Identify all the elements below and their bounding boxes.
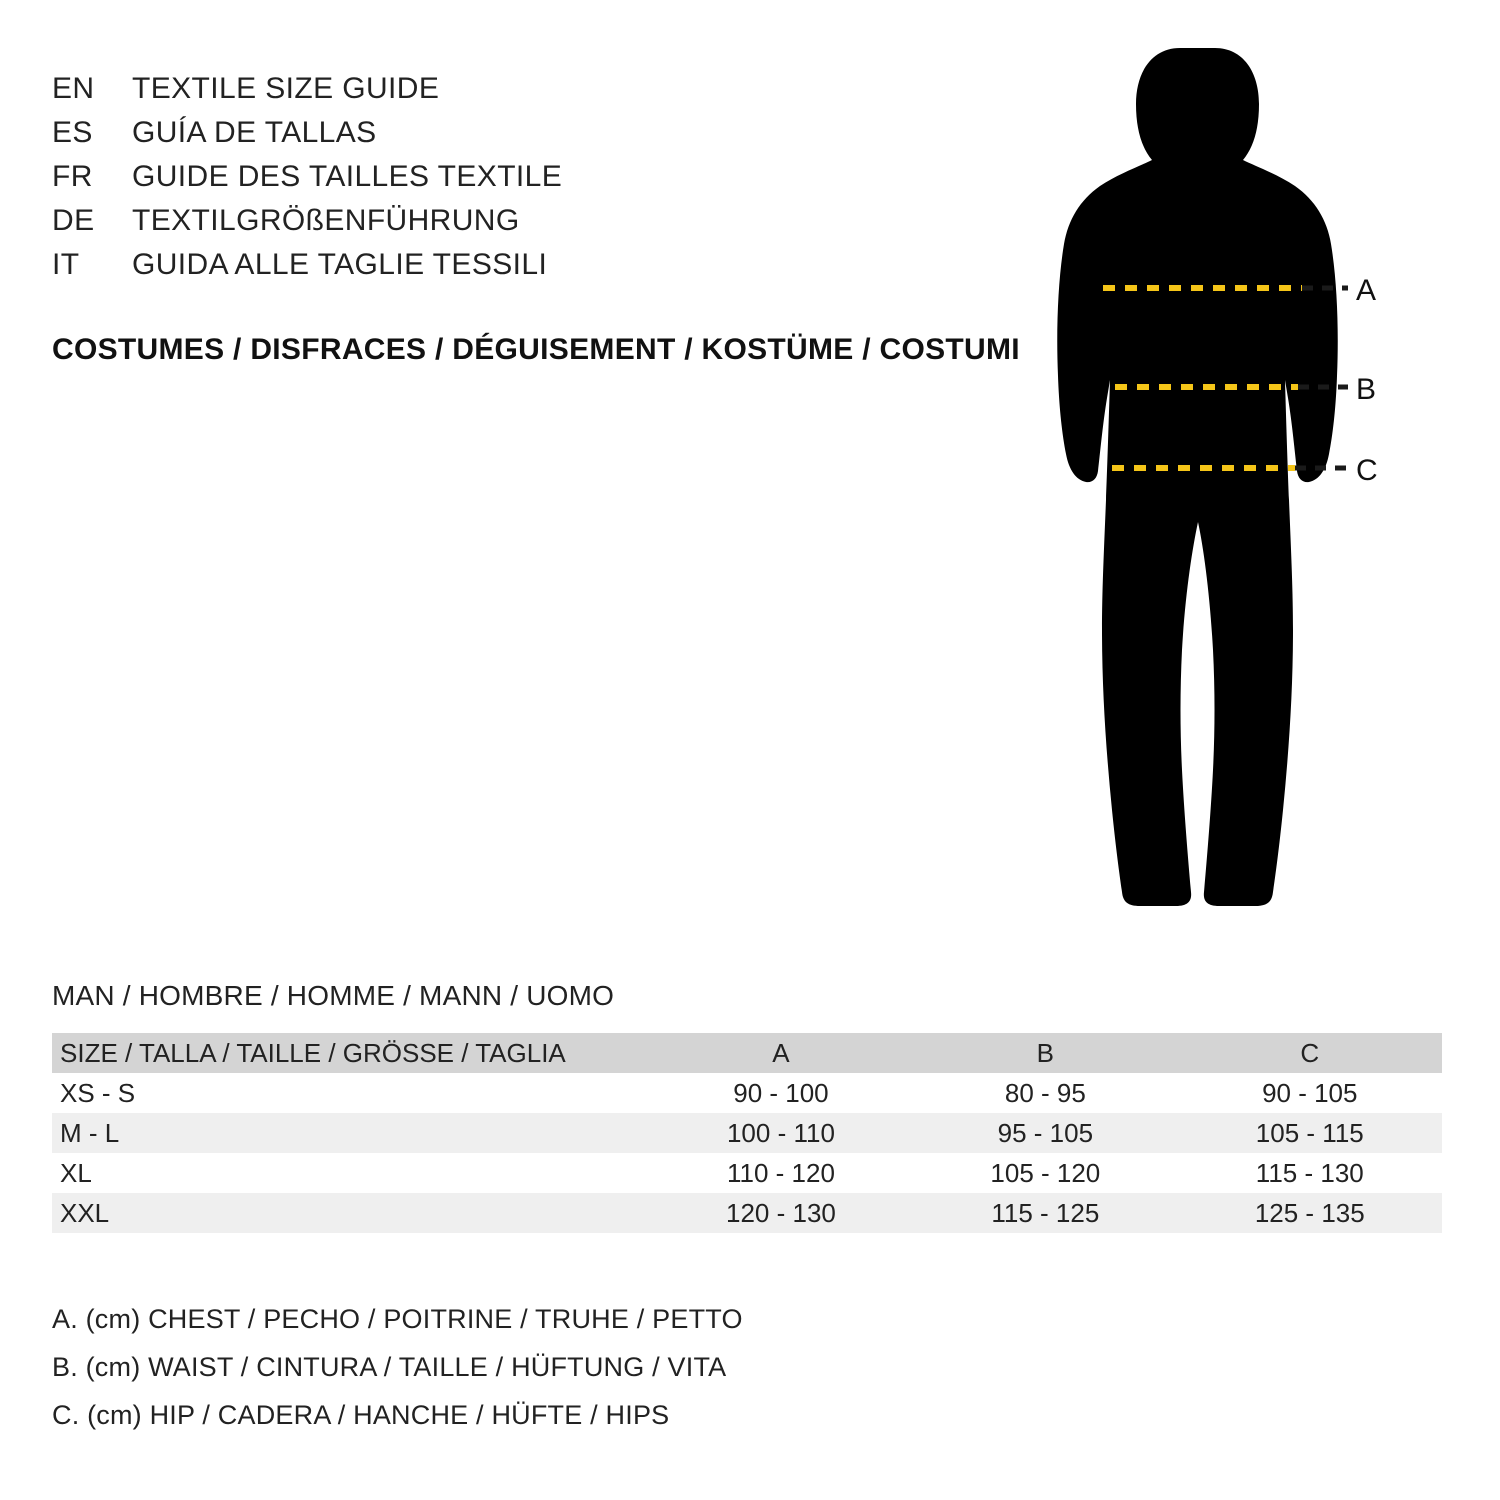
table-header-size: SIZE / TALLA / TAILLE / GRÖSSE / TAGLIA <box>60 1037 566 1068</box>
language-code-en: EN <box>52 72 95 105</box>
cell-b: 95 - 105 <box>997 1117 1094 1148</box>
language-code-de: DE <box>52 204 95 237</box>
language-code-es: ES <box>52 116 93 149</box>
legend-item-a: A. (cm) CHEST / PECHO / POITRINE / TRUHE / PETTO <box>52 1304 743 1334</box>
cell-size: XS - S <box>60 1077 136 1108</box>
size-table <box>52 1033 1442 1233</box>
cell-size: XXL <box>60 1197 110 1228</box>
table-body <box>52 1073 1442 1233</box>
cell-b: 105 - 120 <box>990 1157 1101 1188</box>
cell-b: 80 - 95 <box>1004 1077 1086 1108</box>
cell-c: 115 - 130 <box>1255 1157 1364 1188</box>
language-row-fr <box>52 160 952 204</box>
language-row-it <box>52 248 952 292</box>
table-row <box>52 1073 1442 1113</box>
language-text-fr: GUIDE DES TAILLES TEXTILE <box>132 160 563 193</box>
cell-c: 125 - 135 <box>1254 1197 1365 1228</box>
language-code-fr: FR <box>52 160 93 193</box>
table-row <box>52 1113 1442 1153</box>
cell-a: 100 - 110 <box>726 1117 835 1148</box>
cell-a: 90 - 100 <box>733 1077 829 1108</box>
language-code-it: IT <box>52 248 80 281</box>
silhouette-svg <box>1000 30 1460 940</box>
cell-c: 90 - 105 <box>1262 1077 1358 1108</box>
costumes-subtitle: COSTUMES / DISFRACES / DÉGUISEMENT / KOSTÜME / COSTUMI <box>52 333 1020 366</box>
language-text-en: TEXTILE SIZE GUIDE <box>132 72 440 105</box>
cell-size: M - L <box>60 1117 120 1148</box>
measurement-legend <box>52 1295 1252 1439</box>
cell-c: 105 - 115 <box>1255 1117 1364 1148</box>
language-row-es <box>52 116 952 160</box>
marker-label-c: C <box>1356 454 1378 487</box>
language-list <box>52 72 952 292</box>
legend-item-b: B. (cm) WAIST / CINTURA / TAILLE / HÜFTUNG / VITA <box>52 1352 727 1382</box>
language-text-it: GUIDA ALLE TAGLIE TESSILI <box>132 248 548 281</box>
table-row <box>52 1153 1442 1193</box>
table-header-a: A <box>772 1037 790 1068</box>
body-silhouette-figure <box>1000 30 1460 940</box>
cell-a: 120 - 130 <box>726 1197 836 1228</box>
language-row-de <box>52 204 952 248</box>
table-header-row <box>52 1033 1442 1073</box>
marker-label-b: B <box>1356 373 1377 406</box>
language-row-en <box>52 72 952 116</box>
cell-size: XL <box>60 1157 92 1188</box>
language-text-es: GUÍA DE TALLAS <box>132 116 377 149</box>
table-section-title: MAN / HOMBRE / HOMME / MANN / UOMO <box>52 980 615 1011</box>
table-header <box>52 1033 1442 1073</box>
silhouette-shape <box>1057 48 1338 906</box>
language-text-de: TEXTILGRÖßENFÜHRUNG <box>132 204 520 237</box>
cell-a: 110 - 120 <box>726 1157 835 1188</box>
table-header-b: B <box>1036 1037 1055 1068</box>
cell-b: 115 - 125 <box>991 1197 1100 1228</box>
marker-label-a: A <box>1356 274 1377 307</box>
table-header-c: C <box>1300 1037 1320 1068</box>
table-row <box>52 1193 1442 1233</box>
legend-item-c: C. (cm) HIP / CADERA / HANCHE / HÜFTE / HIPS <box>52 1400 670 1430</box>
